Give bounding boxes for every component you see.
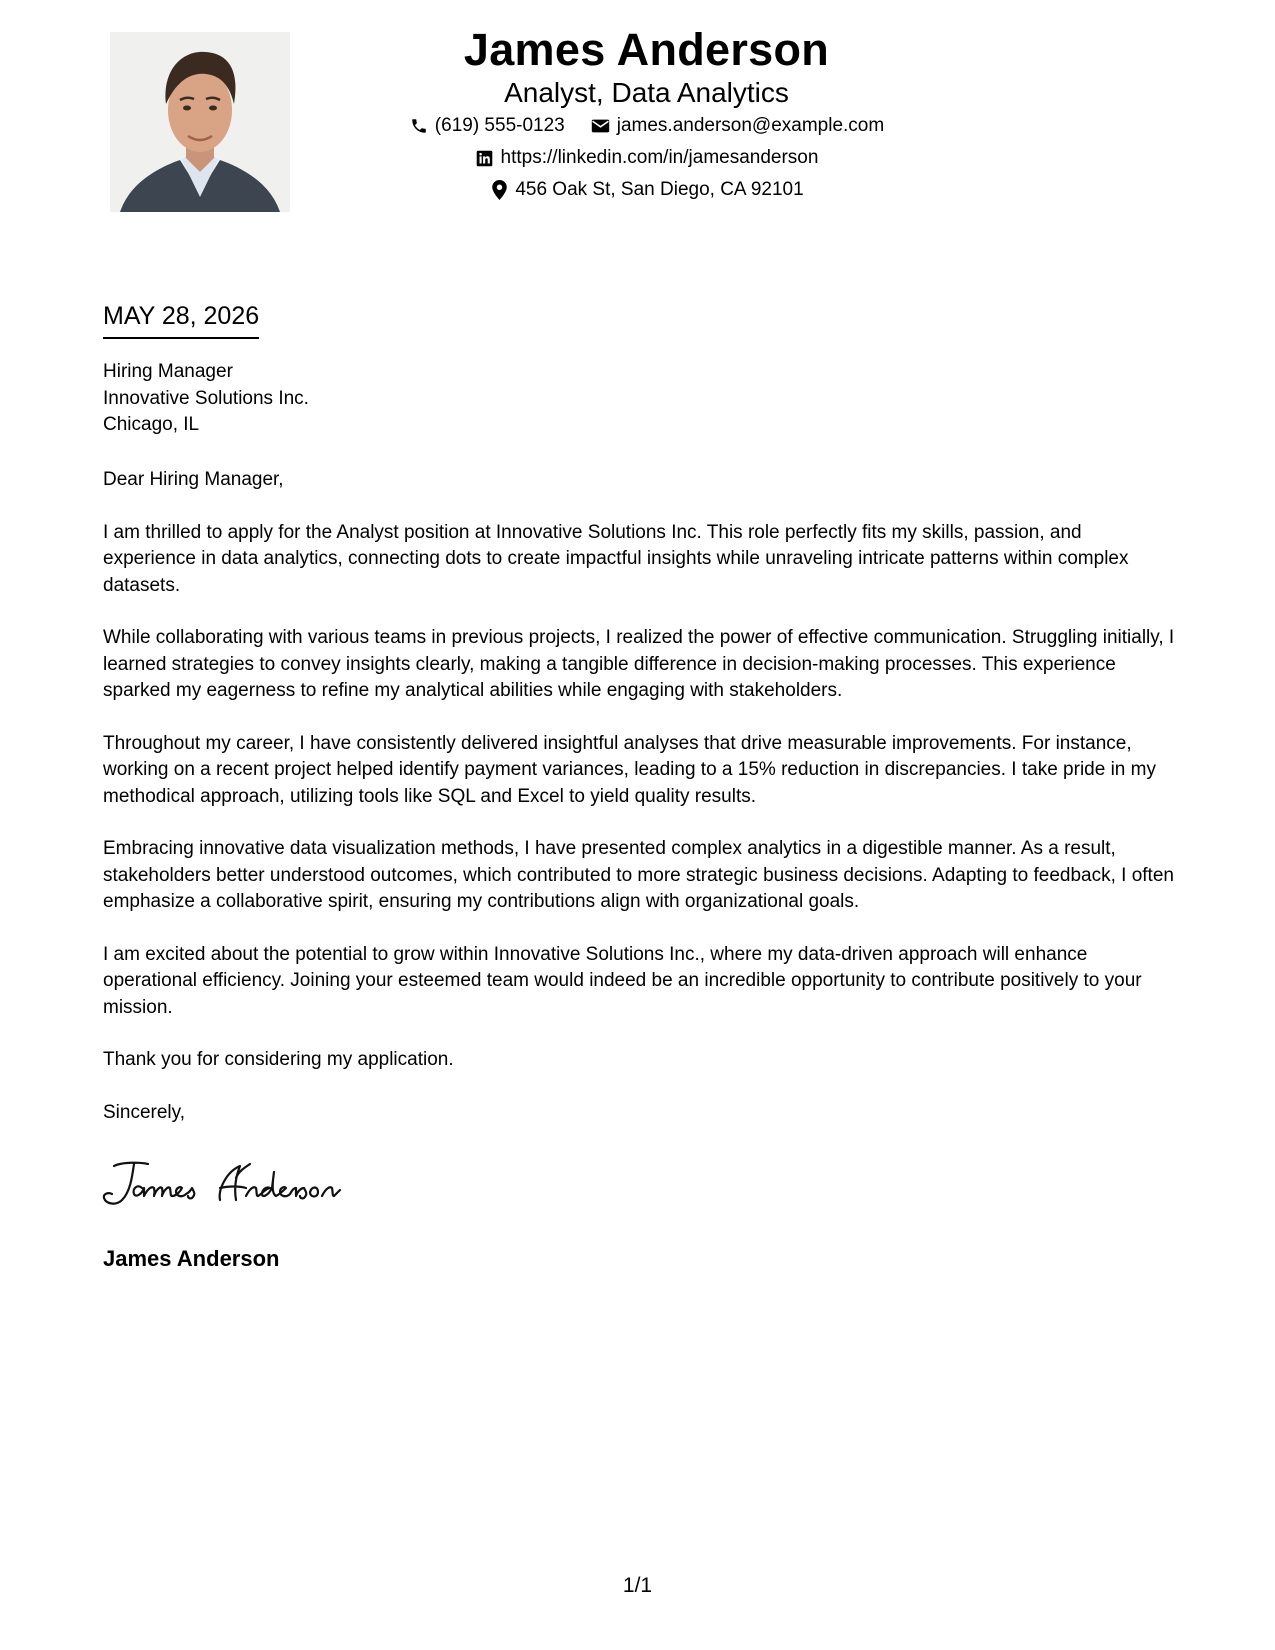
thank-you-line: Thank you for considering my application. xyxy=(103,1049,454,1070)
signed-name: James Anderson xyxy=(103,1246,280,1271)
envelope-icon xyxy=(591,116,611,136)
paragraph: While collaborating with various teams in previous projects, I realized the power of effective communication. Struggling initially, I learned strategies to convey insights clearly, making a tangible difference in decision-making processes. This experience sparked my eagerness to refine my analytical abilities while engaging with stakeholders. xyxy=(103,627,1175,701)
linkedin-icon xyxy=(475,148,495,168)
recipient-company: Innovative Solutions Inc. xyxy=(103,387,309,409)
paragraph: Embracing innovative data visualization methods, I have presented complex analytics in a digestible manner. As a result, stakeholders better understood outcomes, which contributed to more strategic business decisions. Adapting to feedback, I often emphasize a collaborative spirit, ensuring my contributions align with organizational goals. xyxy=(103,838,1174,912)
contact-row-linkedin xyxy=(300,142,993,174)
paragraph: I am thrilled to apply for the Analyst position at Innovative Solutions Inc. This role perfectly fits my skills, passion, and experience in data analytics, connecting dots to create impactful insights while unraveling intricate patterns within complex datasets. xyxy=(103,521,1129,596)
map-pin-icon xyxy=(489,180,509,200)
paragraph: Throughout my career, I have consistently delivered insightful analyses that drive measurable improvements. For instance, working on a recent project helped identify payment variances, leading to a 15% reduction in discrepancies. I take pride in my methodical approach, utilizing tools like SQL and Excel to yield quality results. xyxy=(103,732,1156,807)
profile-photo xyxy=(110,32,290,212)
page-number: 1/1 xyxy=(622,1574,653,1597)
contact-row-phone-email xyxy=(300,110,993,142)
applicant-title: Analyst, Data Analytics xyxy=(504,77,789,108)
applicant-name: James Anderson xyxy=(463,24,830,75)
paragraph: I am excited about the potential to grow within Innovative Solutions Inc., where my data-driven approach will enhance operational efficiency. Joining your esteemed team would indeed be an incredible opportunity to contribute positively to your mission. xyxy=(103,943,1142,1018)
portrait-image xyxy=(110,32,290,212)
phone-number[interactable]: (619) 555-0123 xyxy=(434,115,565,136)
closing: Sincerely, xyxy=(103,1102,186,1123)
contact-row-address xyxy=(300,174,993,206)
recipient-block xyxy=(103,359,309,439)
letter-body xyxy=(103,467,1178,1100)
handwritten-signature xyxy=(100,1158,370,1210)
recipient-name: Hiring Manager xyxy=(103,361,233,382)
linkedin-url[interactable]: https://linkedin.com/in/jamesanderson xyxy=(500,147,819,168)
phone-icon xyxy=(409,116,429,136)
resume-header xyxy=(300,22,993,206)
letter-date: MAY 28, 2026 xyxy=(103,299,259,339)
recipient-location: Chicago, IL xyxy=(103,414,200,435)
email-address[interactable]: james.anderson@example.com xyxy=(616,115,885,136)
salutation: Dear Hiring Manager, xyxy=(103,469,284,490)
street-address: 456 Oak St, San Diego, CA 92101 xyxy=(515,179,804,200)
